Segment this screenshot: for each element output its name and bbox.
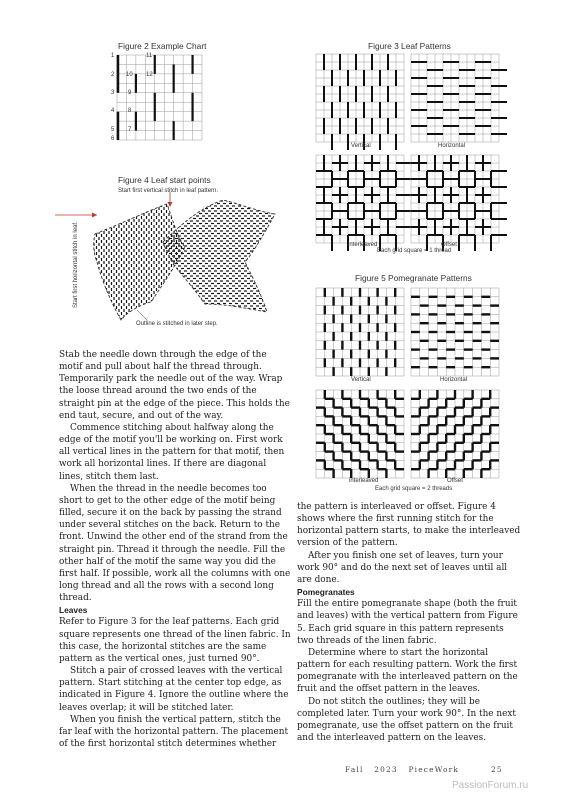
paragraph: When the thread in the needle becomes too short to get to the other edge of the motif being filled, secure it on the back by passing the strand under several stitches on the back. Return to the front. Unwind the other end of the strand from the straight pin. Thread it through the needle. Fill the other half of the motif the same way you did the first half. If possible, work all the columns with one long thread and all the rows with a second long thread. (59, 483, 291, 604)
start-marker-arrow (92, 213, 97, 218)
fig2-row-label: 2 (111, 72, 115, 78)
paragraph: Refer to Figure 3 for the leaf patterns. Each grid square represents one thread of the linen fabric. In this case, the horizontal stitches are the same pattern as the vertical ones, just turned 90°. (59, 617, 291, 664)
paragraph: Stitch a pair of crossed leaves with the vertical pattern. Start stitching at the center top edge, as indicated in Figure 4. Ignore the outline where the leaves overlap; it will be stitched later. (59, 666, 289, 713)
leaf-vertical-fill (94, 204, 185, 320)
fig5-vertical-grid (316, 288, 404, 376)
fig3-note: Each grid square = 1 thread (377, 248, 452, 254)
paragraph: When you finish the vertical pattern, stitch the far leaf with the horizontal pattern. The placement of the first horizontal stitch determines whether (59, 714, 289, 749)
fig3-label: Offset (441, 242, 457, 248)
paragraph: the pattern is interleaved or offset. Figure 4 shows where the first running stitch for the horizontal pattern starts, to make the interleaved version of the pattern. (297, 502, 521, 549)
fig2-top-label: 12 (146, 72, 153, 78)
fig3-label: interleaved (348, 242, 378, 248)
fig3-vertical-grid (316, 54, 404, 142)
fig4-top-note: Start first vertical stitch in leaf pattern. (118, 188, 219, 194)
fig4-side-note: Start first horizontal stitch in leaf. (73, 221, 79, 308)
fig2-caption: Figure 2 Example Chart (118, 41, 207, 51)
watermark: PassionForum.ru (452, 780, 529, 791)
page-footer (345, 765, 503, 774)
fig2-row-label: 1 (111, 53, 115, 59)
fig2-inner-label: 9 (128, 90, 132, 96)
paragraph: Determine where to start the horizontal pattern for each resulting pattern. Work the first pomegranate with the interleaved pattern on the fruit and the offset pattern in the leaves. (297, 647, 518, 695)
fig4-leaf-drawing (55, 192, 290, 332)
fig4-caption: Figure 4 Leaf start points (118, 175, 211, 185)
fig2-inner-label: 8 (128, 108, 132, 114)
fig2-inner-label: 10 (126, 72, 133, 78)
section-heading: Leaves (59, 605, 88, 616)
fig5-label: Horizontal (440, 377, 468, 383)
paragraph: Stab the needle down through the edge of the motif and pull about half the thread through. Temporarily park the needle out of the way. Wrap the loose thread around the two ends of the straight pin at the edge of the piece. This holds the end taut, secure, and out of the way. (59, 350, 290, 421)
fig2-row-label: 5 (111, 127, 115, 133)
section-heading: Pomegranates (297, 587, 355, 598)
fig5-offset-grid (411, 390, 499, 478)
body-column-right (297, 501, 522, 744)
fig3-caption: Figure 3 Leaf Patterns (368, 41, 451, 51)
paragraph: Do not stitch the outlines; they will be completed later. Turn your work 90°. In the next pomegranate, use the offset pattern on the fruit and the interleaved pattern on the leaves. (297, 696, 516, 743)
fig3-offset-grid (411, 155, 499, 243)
paragraph: Fill the entire pomegranate shape (both the fruit and leaves) with the vertical pattern from Figure 5. Each grid square in this pattern represents two threads of the linen fabric. (297, 599, 518, 646)
fig5-label: Offset (447, 478, 463, 484)
fig3-label: Vertical (351, 143, 371, 149)
fig3-label: Horizontal (438, 143, 466, 149)
fig2-row-label: 6 (111, 136, 115, 142)
fig5-caption: Figure 5 Pomegranate Patterns (355, 273, 472, 283)
footer-magazine: PieceWork (408, 765, 460, 774)
fig2-inner-label: 7 (128, 127, 132, 133)
fig2-top-label: 11 (146, 53, 153, 59)
paragraph: Commence stitching about halfway along the edge of the motif you'll be working on. First work all vertical lines in the pattern for that motif, then work all horizontal lines. If there are diagonal lines, stitch them last. (59, 422, 285, 482)
fig4-bottom-note: Outline is stitched in later step. (136, 321, 218, 327)
body-column-left (59, 349, 291, 750)
note-leader-line (137, 310, 147, 320)
fig5-label: interleaved (349, 478, 379, 484)
footer-season: Fall (345, 765, 364, 774)
paragraph: After you finish one set of leaves, turn your work 90° and do the next set of leaves until all are done. (297, 550, 508, 585)
fig2-row-label: 4 (111, 108, 115, 114)
fig3-interleaved-grid (316, 155, 404, 243)
fig5-horizontal-grid (411, 288, 499, 376)
fig5-interleaved-grid (316, 390, 404, 478)
fig2-row-label: 3 (111, 90, 115, 96)
footer-year: 2023 (374, 765, 398, 774)
fig5-label: Vertical (351, 377, 371, 383)
fig5-note: Each grid square = 2 threads (375, 486, 453, 492)
footer-page-number: 25 (491, 765, 503, 774)
fig3-horizontal-grid (411, 54, 499, 142)
